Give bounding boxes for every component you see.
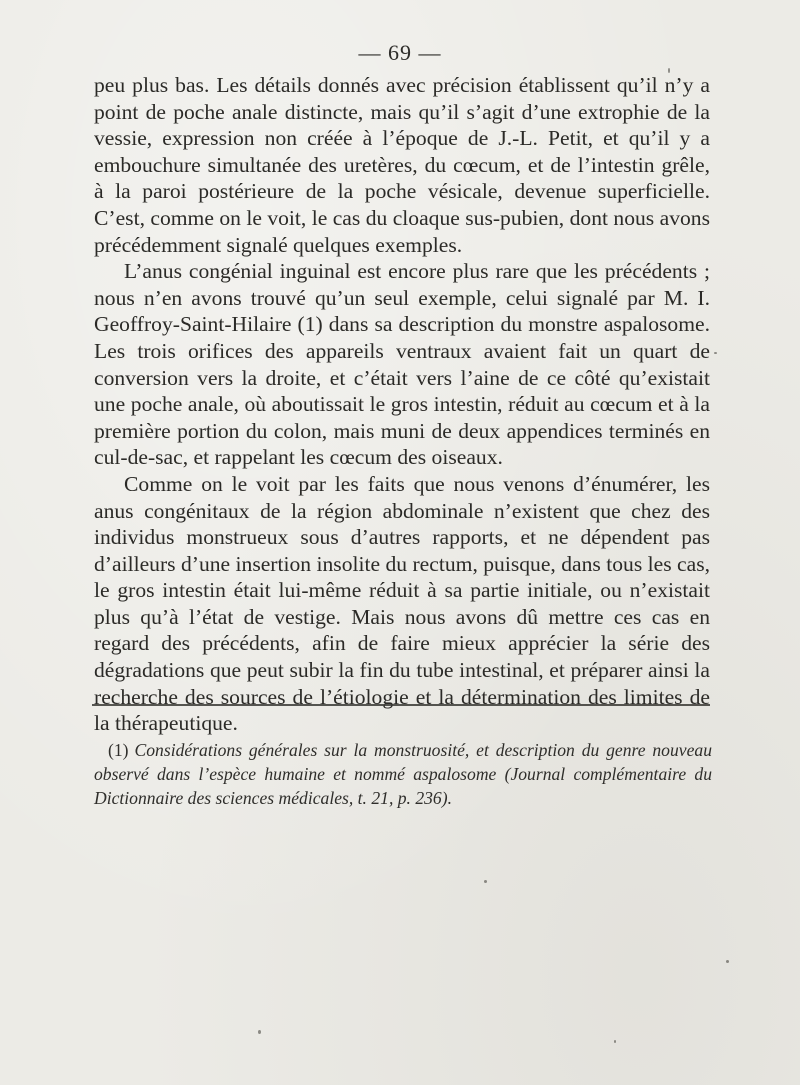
main-text [94,72,710,737]
paper-speck [726,960,729,963]
paragraph-conclusion: Comme on le voit par les faits que nous venons d’énumérer, les anus congénitaux de la région abdominale n’existent que chez des individus monstrueux sous d’autres rapports, et ne dépendent pas d’ailleurs d’une insertion insolite du rectum, puisque, dans tous les cas, le gros intestin était lui-même réduit à sa partie initiale, ou n’existait plus qu’à l’état de vestige. Mais nous avons dû mettre ces cas en regard des précédents, afin de faire mieux apprécier la série des dégradations que peut subir la fin du tube intestinal, et préparer ainsi la recherche des sources de l’étiologie et la détermination des limites de la thérapeutique. [94,471,710,736]
paper-speck [258,1030,261,1034]
footnote-text: Considérations générales sur la monstruosité, et description du genre nouveau observé dans l’espèce humaine et nommé aspalosome (Journal complémentaire du Dictionnaire des sciences médicales, t. 21, p. 236). [94,740,712,808]
paper-speck [714,352,717,354]
paragraph-continuation: peu plus bas. Les détails donnés avec précision établissent qu’il n’y a point de poche anale distincte, mais qu’il s’agit d’une extrophie de la vessie, expression non créée à l’époque de J.-L. Petit, et qu’il y a embouchure simultanée des uretères, du cœcum, et de l’intestin grêle, à la paroi postérieure de la poche vésicale, devenue superficielle. C’est, comme on le voit, le cas du cloaque sus-pubien, dont nous avons précédemment signalé quelques exemples. [94,73,710,257]
page-number: — 69 — [358,40,442,65]
footnote-number: (1) [108,740,129,760]
paper-speck [614,1040,616,1043]
footnote [94,738,712,810]
paper-speck [668,68,670,73]
paper-speck [484,880,487,883]
footnote-separator [92,704,710,706]
paragraph-inguinal-anus: L’anus congénial inguinal est encore plus rare que les précédents ; nous n’en avons trouvé qu’un seul exemple, celui signalé par M. I. Geoffroy-Saint-Hilaire (1) dans sa description du monstre aspalosome. Les trois orifices des appareils ventraux avaient fait un quart de conversion vers la droite, et c’était vers l’aine de ce côté qu’existait une poche anale, où aboutissait le gros intestin, réduit au cœcum et à la première portion du colon, mais muni de deux appendices terminés en cul-de-sac, et rappelant les cœcum des oiseaux. [94,259,710,470]
